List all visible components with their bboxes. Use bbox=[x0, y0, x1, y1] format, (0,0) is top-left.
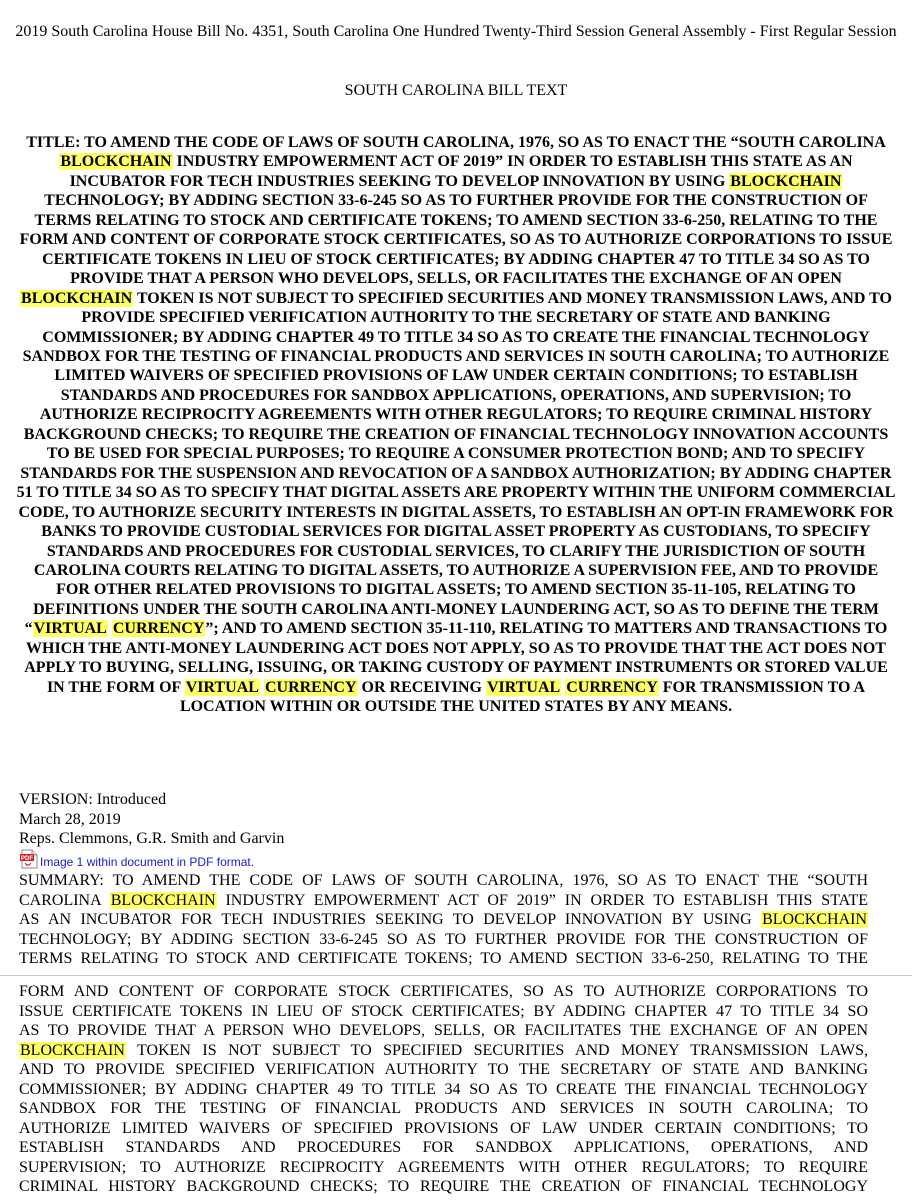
summary-text: SUMMARY: TO AMEND THE CODE OF LAWS OF SOUTH CAROLINA, 1976, SO AS TO ENACT THE “SOUTH bbox=[19, 872, 868, 889]
summary-text: ISSUE CERTIFICATE TOKENS IN LIEU OF STOCK CERTIFICATES; BY ADDING CHAPTER 47 TO TITLE 34 SO bbox=[19, 1002, 868, 1020]
sponsors-line: Reps. Clemmons, G.R. Smith and Garvin bbox=[19, 830, 285, 847]
summary-text: CRIMINAL HISTORY BACKGROUND CHECKS; TO REQUIRE THE CREATION OF FINANCIAL TECHNOLOGY bbox=[19, 1178, 868, 1195]
pdf-link-text[interactable]: Image 1 within document in PDF format. bbox=[40, 855, 255, 869]
title-text: ”; AND TO AMEND SECTION 35-11-110, RELATING TO MATTERS AND TRANSACTIONS TO WHICH THE ANTI-MONEY LAUNDERING ACT DOES NOT APPLY, SO AS TO PROVIDE THAT THE ACT DOES NOT APPLY TO BUYING, SELLING, ISSUING, OR TAKING CUSTODY OF PAYMENT INSTRUMENTS OR STORED VALUE IN THE FORM OF bbox=[24, 620, 888, 696]
summary-text: AND TO PROVIDE SPECIFIED VERIFICATION AUTHORITY TO THE SECRETARY OF STATE AND BANKING bbox=[19, 1061, 868, 1078]
summary-line bbox=[19, 1177, 868, 1197]
version-line: VERSION: Introduced bbox=[19, 791, 167, 808]
title-text: TITLE: TO AMEND THE CODE OF LAWS OF SOUTH CAROLINA, 1976, SO AS TO ENACT THE “SOUTH CAROLINA bbox=[26, 134, 886, 151]
summary-line bbox=[19, 1041, 868, 1061]
summary-line bbox=[19, 1158, 868, 1178]
summary-text: TERMS RELATING TO STOCK AND CERTIFICATE TOKENS; TO AMEND SECTION 33-6-250, RELATING TO THE bbox=[19, 950, 868, 967]
bill-title bbox=[16, 133, 896, 717]
summary-line bbox=[19, 1119, 868, 1139]
summary-line bbox=[19, 1099, 868, 1119]
search-term-highlight: VIRTUAL bbox=[486, 678, 561, 696]
pdf-icon-label: PDF bbox=[21, 855, 33, 862]
summary-text: ESTABLISH STANDARDS AND PROCEDURES FOR SANDBOX APPLICATIONS, OPERATIONS, AND bbox=[19, 1139, 868, 1156]
summary-line bbox=[19, 1021, 868, 1041]
summary-text-page-1 bbox=[19, 871, 868, 969]
summary-line bbox=[19, 982, 868, 1002]
summary-line bbox=[19, 891, 868, 911]
summary-text-page-2 bbox=[19, 982, 868, 1197]
summary-text: AS TO PROVIDE THAT A PERSON WHO DEVELOPS, SELLS, OR FACILITATES THE EXCHANGE OF AN OPEN bbox=[19, 1022, 868, 1039]
summary-text: TOKEN IS NOT SUBJECT TO SPECIFIED SECURITIES AND MONEY TRANSMISSION LAWS, bbox=[125, 1041, 868, 1059]
search-term-highlight: BLOCKCHAIN bbox=[20, 1041, 125, 1059]
bill-metadata bbox=[19, 790, 889, 849]
title-text: TOKEN IS NOT SUBJECT TO SPECIFIED SECURITIES AND MONEY TRANSMISSION LAWS, AND TO PROVIDE SPECIFIED VERIFICATION AUTHORITY TO THE SECRETARY OF STATE AND BANKING COMMISSIONER; BY ADDING CHAPTER 49 TO TITLE 34 SO AS TO CREATE THE FINANCIAL TECHNOLOGY SANDBOX FOR THE TESTING OF FINANCIAL PRODUCTS AND SERVICES IN SOUTH CAROLINA; TO AUTHORIZE LIMITED WAIVERS OF SPECIFIED PROVISIONS OF LAW UNDER CERTAIN CONDITIONS; TO ESTABLISH STANDARDS AND PROCEDURES FOR SANDBOX APPLICATIONS, OPERATIONS, AND SUPERVISION; TO AUTHORIZE RECIPROCITY AGREEMENTS WITH OTHER REGULATORS; TO REQUIRE CRIMINAL HISTORY BACKGROUND CHECKS; TO REQUIRE THE CREATION OF FINANCIAL TECHNOLOGY INNOVATION ACCOUNTS TO BE USED FOR SPECIAL PURPOSES; TO REQUIRE A CONSUMER PROTECTION BOND; AND TO SPECIFY STANDARDS FOR THE SUSPENSION AND REVOCATION OF A SANDBOX AUTHORIZATION; BY ADDING CHAPTER 51 TO TITLE 34 SO AS TO SPECIFY THAT DIGITAL ASSETS ARE PROPERTY WITHIN THE UNIFORM COMMERCIAL CODE, TO AUTHORIZE SECURITY INTERESTS IN DIGITAL ASSETS, TO ESTABLISH AN OPT-IN FRAMEWORK FOR BANKS TO PROVIDE CUSTODIAL SERVICES FOR DIGITAL ASSET PROPERTY AS CUSTODIANS, TO SPECIFY STANDARDS AND PROCEDURES FOR CUSTODIAL SERVICES, TO CLARIFY THE JURISDICTION OF SOUTH CAROLINA COURTS RELATING TO DIGITAL ASSETS, TO AUTHORIZE A SUPERVISION FEE, AND TO PROVIDE FOR OTHER RELATED PROVISIONS TO DIGITAL ASSETS; TO AMEND SECTION 35-11-105, RELATING TO DEFINITIONS UNDER THE SOUTH CAROLINA ANTI-MONEY LAUNDERING ACT, SO AS TO DEFINE THE TERM “ bbox=[16, 289, 896, 638]
date-line: March 28, 2019 bbox=[19, 810, 121, 828]
summary-line bbox=[19, 871, 868, 891]
page-divider bbox=[0, 975, 912, 976]
summary-line bbox=[19, 1080, 868, 1100]
summary-text: COMMISSIONER; BY ADDING CHAPTER 49 TO TITLE 34 SO AS TO CREATE THE FINANCIAL TECHNOLOGY bbox=[19, 1080, 868, 1098]
summary-line bbox=[19, 949, 868, 969]
search-term-highlight: VIRTUAL bbox=[33, 620, 107, 638]
summary-line bbox=[19, 1138, 868, 1158]
summary-text: SANDBOX FOR THE TESTING OF FINANCIAL PRODUCTS AND SERVICES IN SOUTH CAROLINA; TO bbox=[19, 1100, 868, 1117]
document-type-heading: SOUTH CAROLINA BILL TEXT bbox=[344, 82, 568, 99]
summary-text: CAROLINA bbox=[19, 891, 110, 909]
summary-line bbox=[19, 1002, 868, 1022]
summary-text: FORM AND CONTENT OF CORPORATE STOCK CERTIFICATES, SO AS TO AUTHORIZE CORPORATIONS TO bbox=[19, 983, 868, 1000]
summary-text: AUTHORIZE LIMITED WAIVERS OF SPECIFIED PROVISIONS OF LAW UNDER CERTAIN CONDITIONS; TO bbox=[19, 1119, 868, 1137]
search-term-highlight: BLOCKCHAIN bbox=[110, 891, 216, 909]
search-term-highlight: VIRTUAL bbox=[185, 678, 259, 696]
title-text: INDUSTRY EMPOWERMENT ACT OF 2019” IN ORDER TO ESTABLISH THIS STATE AS AN INCUBATOR FOR TECH INDUSTRIES SEEKING TO DEVELOP INNOVATION BY USING bbox=[69, 153, 853, 190]
summary-text: SUPERVISION; TO AUTHORIZE RECIPROCITY AGREEMENTS WITH OTHER REGULATORS; TO REQUIRE bbox=[19, 1158, 868, 1176]
search-term-highlight: BLOCKCHAIN bbox=[21, 289, 133, 307]
search-term-highlight: BLOCKCHAIN bbox=[730, 172, 842, 190]
title-text: OR RECEIVING bbox=[357, 678, 486, 696]
search-term-highlight: CURRENCY bbox=[112, 620, 205, 638]
summary-line bbox=[19, 1060, 868, 1080]
title-text: TECHNOLOGY; BY ADDING SECTION 33-6-245 SO AS TO FURTHER PROVIDE FOR THE CONSTRUCTION OF TERMS RELATING TO STOCK AND CERTIFICATE TOKENS; TO AMEND SECTION 33-6-250, RELATING TO THE FORM AND CONTENT OF CORPORATE STOCK CERTIFICATES, SO AS TO AUTHORIZE CORPORATIONS TO ISSUE CERTIFICATE TOKENS IN LIEU OF STOCK CERTIFICATES; BY ADDING CHAPTER 47 TO TITLE 34 SO AS TO PROVIDE THAT A PERSON WHO DEVELOPS, SELLS, OR FACILITATES THE EXCHANGE OF AN OPEN bbox=[19, 192, 893, 288]
summary-line bbox=[19, 910, 868, 930]
pdf-attachment-link[interactable] bbox=[19, 847, 254, 869]
bill-citation: 2019 South Carolina House Bill No. 4351, South Carolina One Hundred Twenty-Third Session General Assembly - First Regular Session bbox=[15, 23, 897, 40]
title-text: FOR TRANSMISSION TO A LOCATION WITHIN OR OUTSIDE THE UNITED STATES BY ANY MEANS. bbox=[179, 678, 866, 716]
pdf-file-icon[interactable] bbox=[19, 849, 39, 869]
search-term-highlight: BLOCKCHAIN bbox=[60, 153, 172, 171]
search-term-highlight: CURRENCY bbox=[566, 678, 658, 696]
search-term-highlight: BLOCKCHAIN bbox=[762, 911, 867, 928]
summary-text: AS AN INCUBATOR FOR TECH INDUSTRIES SEEKING TO DEVELOP INNOVATION BY USING bbox=[19, 911, 762, 928]
summary-text: INDUSTRY EMPOWERMENT ACT OF 2019” IN ORDER TO ESTABLISH THIS STATE bbox=[216, 891, 869, 909]
summary-line bbox=[19, 930, 868, 950]
search-term-highlight: CURRENCY bbox=[264, 678, 357, 696]
summary-text: TECHNOLOGY; BY ADDING SECTION 33-6-245 SO AS TO FURTHER PROVIDE FOR THE CONSTRUCTION OF bbox=[19, 930, 868, 948]
